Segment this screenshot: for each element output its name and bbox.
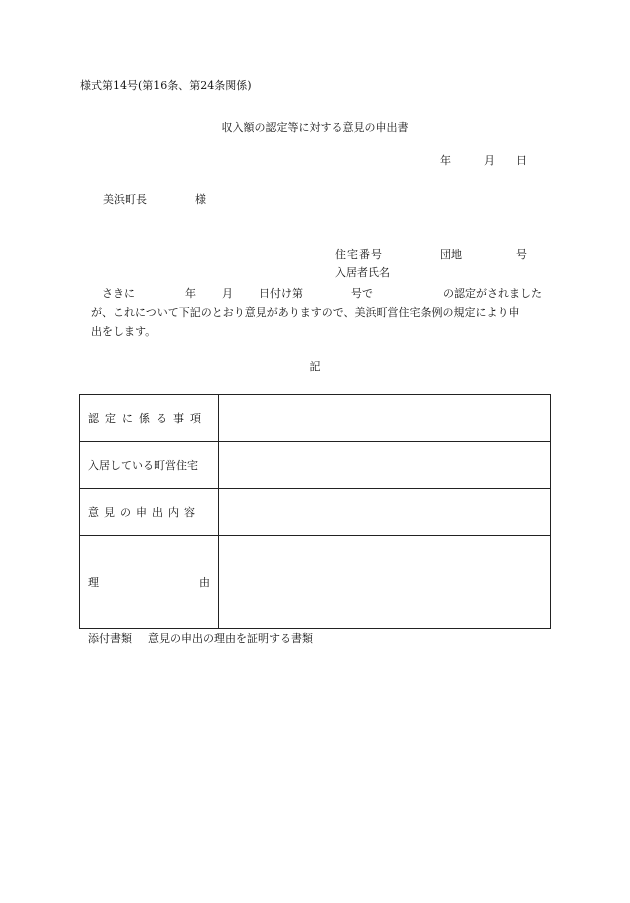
row-label-opinion-content: 意見の申出内容 [88,506,200,519]
addressee-suffix: 様 [195,193,206,206]
matters-table [79,394,551,629]
attachment-text: 意見の申出の理由を証明する書類 [148,632,313,645]
row-label-current-housing: 入居している町営住宅 [88,459,198,472]
body-month: 月 [222,287,233,300]
row-value-cell [219,442,551,489]
attachment-label: 添付書類 [88,632,132,645]
table-row [80,442,551,489]
reason-label-right: 由 [199,576,210,589]
body-sakini: さきに [102,287,135,300]
document-title: 収入額の認定等に対する意見の申出書 [221,121,409,134]
addressee [103,193,206,207]
row-label-certified-matter: 認定に係る事項 [88,412,207,425]
row-value-cell [219,395,551,442]
number-suffix: 号 [516,248,527,261]
resident-name-line [335,266,390,280]
date-month-label: 月 [484,154,495,167]
date-day-label: 日 [516,154,527,167]
row-label-cell [80,442,219,489]
body-line-2: が、これについて下記のとおり意見がありますので、美浜町営住宅条例の規定により申 [91,306,520,319]
body-line-3: 出をします。 [91,325,157,338]
form-number: 様式第14号(第16条、第24条関係) [80,79,252,92]
ki-heading: 記 [309,360,321,373]
date-line [440,154,527,168]
table-row [80,536,551,629]
row-label-cell [80,536,219,629]
resident-name-label: 入居者氏名 [335,266,390,279]
body-certified: の認定がされました [443,287,542,300]
table-row [80,489,551,536]
danchi-label: 団地 [440,248,462,261]
reason-label-left: 理 [88,576,99,589]
row-value-cell [219,489,551,536]
row-label-cell [80,395,219,442]
addressee-title: 美浜町長 [103,193,147,206]
row-label-cell [80,489,219,536]
body-paragraph [80,284,552,341]
housing-number-line [335,248,527,262]
body-number: 号で [351,287,373,300]
body-dated: 日付け第 [259,287,303,300]
date-year-label: 年 [440,154,451,167]
row-value-cell [219,536,551,629]
attachment-line [88,632,313,646]
housing-number-label: 住宅番号 [335,248,383,261]
body-year: 年 [185,287,196,300]
row-label-reason [88,574,210,590]
table-row [80,395,551,442]
